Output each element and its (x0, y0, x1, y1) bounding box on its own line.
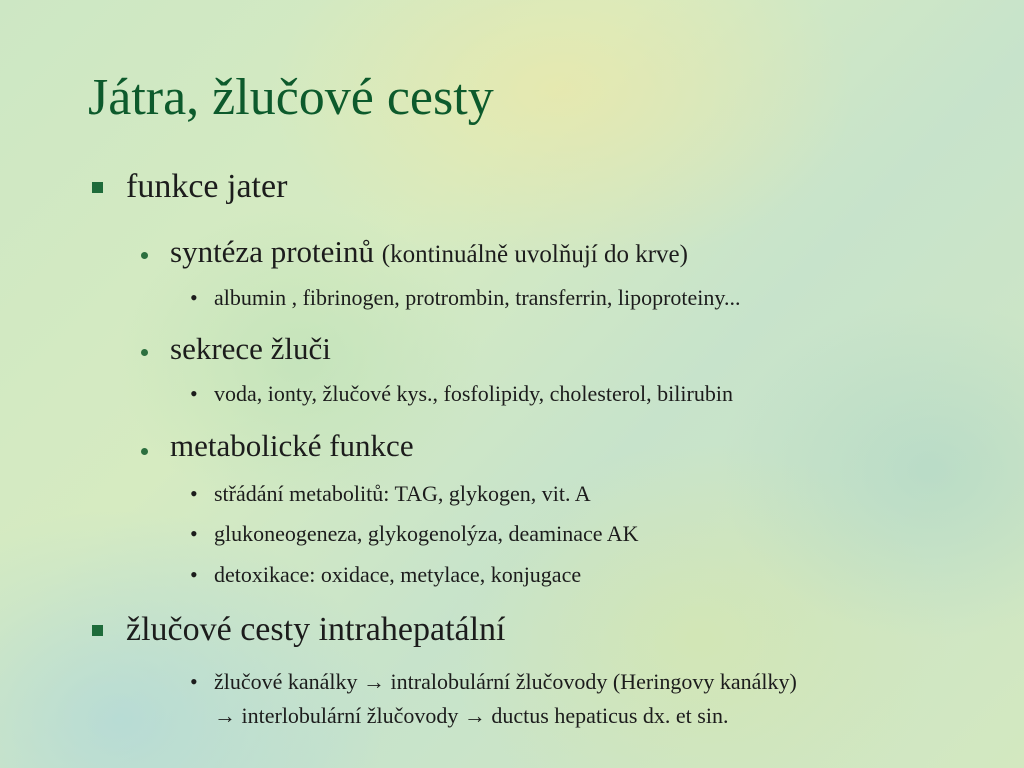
subitem: střádání metabolitů: TAG, glykogen, vit. A (214, 481, 591, 506)
item-synteza-proteinu (170, 233, 688, 274)
dot-bullet-icon: • (190, 481, 198, 506)
item-note: (kontinuálně uvolňují do krve) (381, 241, 688, 268)
subitem: albumin , fibrinogen, protrombin, transferrin, lipoproteiny... (214, 285, 741, 310)
dot-bullet-icon: • (190, 562, 198, 587)
subitem-continuation: → interlobulární žlučovody → ductus hepaticus dx. et sin. (214, 703, 729, 728)
subitem: glukoneogeneza, glykogenolýza, deaminace AK (214, 521, 639, 546)
round-bullet-icon (141, 349, 148, 356)
round-bullet-icon (141, 252, 148, 259)
subitem: voda, ionty, žlučové kys., fosfolipidy, cholesterol, bilirubin (214, 381, 733, 406)
subitem: žlučové kanálky → intralobulární žlučovody (Heringovy kanálky) (214, 669, 797, 694)
subitem: detoxikace: oxidace, metylace, konjugace (214, 562, 582, 587)
section-funkce-jater: funkce jater (126, 168, 288, 205)
item-metabolicke-funkce: metabolické funkce (170, 428, 414, 463)
square-bullet-icon (92, 182, 103, 193)
item-sekrece-zluci: sekrece žluči (170, 331, 331, 366)
section-zlucove-cesty: žlučové cesty intrahepatální (126, 611, 506, 648)
dot-bullet-icon: • (190, 381, 198, 406)
dot-bullet-icon: • (190, 285, 198, 310)
dot-bullet-icon: • (190, 521, 198, 546)
square-bullet-icon (92, 625, 103, 636)
round-bullet-icon (141, 448, 148, 455)
item-label: syntéza proteinů (170, 234, 375, 269)
dot-bullet-icon: • (190, 669, 198, 694)
slide-title: Játra, žlučové cesty (88, 69, 494, 126)
